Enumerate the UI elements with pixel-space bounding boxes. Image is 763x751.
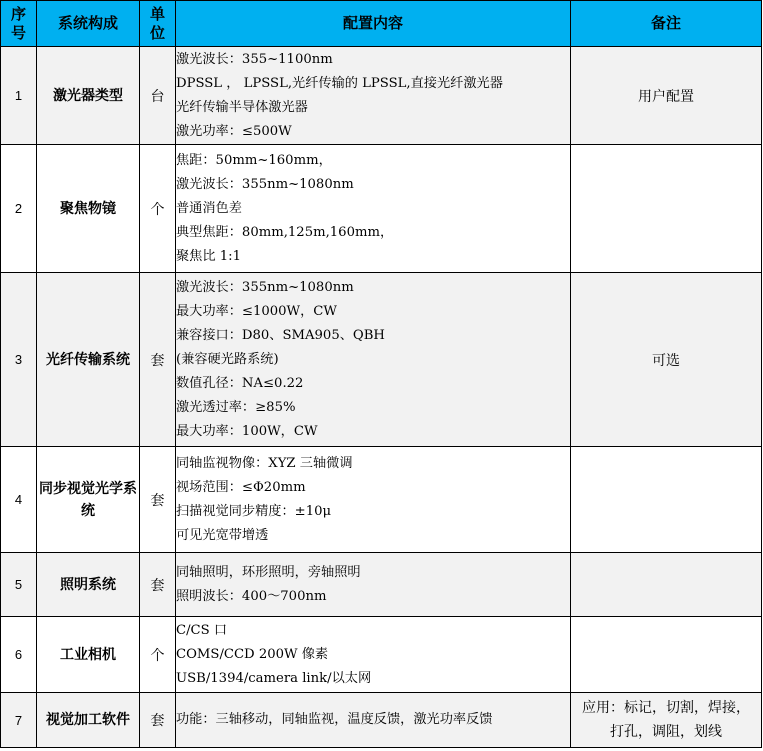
row-system-name: 照明系统 bbox=[37, 553, 140, 617]
header-note: 备注 bbox=[571, 1, 762, 47]
note-line: 用户配置 bbox=[638, 88, 694, 105]
row-note bbox=[571, 273, 762, 447]
row-note bbox=[571, 553, 762, 617]
content-line: 光纤传输半导体激光器 bbox=[176, 99, 308, 115]
row-unit: 个 bbox=[140, 145, 176, 273]
content-line: 同轴监视物像：XYZ 三轴微调 bbox=[176, 455, 353, 471]
row-unit: 个 bbox=[140, 617, 176, 693]
content-line: 焦距：50mm~160mm， bbox=[176, 152, 332, 168]
content-line: 功能：三轴移动，同轴监视，温度反馈，激光功率反馈 bbox=[176, 712, 493, 727]
row-content bbox=[176, 47, 571, 145]
row-system-name: 聚焦物镜 bbox=[37, 145, 140, 273]
content-line: COMS/CCD 200W 像素 bbox=[176, 646, 329, 662]
content-line: 典型焦距：80mm,125m,160mm， bbox=[176, 224, 394, 240]
note-line: 应用：标记，切割，焊接， bbox=[582, 700, 750, 716]
row-system-name: 激光器类型 bbox=[37, 47, 140, 145]
content-line: 普通消色差 bbox=[176, 200, 242, 216]
header-content: 配置内容 bbox=[176, 1, 571, 47]
content-line: 激光波长：355nm~1080nm bbox=[176, 279, 354, 295]
row-index: 6 bbox=[1, 617, 37, 693]
content-line: 最大功率：≤1000W，CW bbox=[176, 303, 337, 319]
row-note bbox=[571, 447, 762, 553]
row-unit: 套 bbox=[140, 553, 176, 617]
content-line: 照明波长：400～700nm bbox=[176, 588, 327, 604]
content-line: 激光波长：355nm~1080nm bbox=[176, 176, 354, 192]
row-index: 1 bbox=[1, 47, 37, 145]
table-row bbox=[1, 617, 762, 693]
row-system-name: 光纤传输系统 bbox=[37, 273, 140, 447]
row-index: 5 bbox=[1, 553, 37, 617]
row-content bbox=[176, 693, 571, 748]
table-row bbox=[1, 145, 762, 273]
row-content bbox=[176, 273, 571, 447]
row-content bbox=[176, 145, 571, 273]
note-line: 打孔，调阻，划线 bbox=[610, 724, 722, 740]
table-row bbox=[1, 47, 762, 145]
content-line: USB/1394/camera link/以太网 bbox=[176, 670, 372, 686]
content-line: 视场范围：≤Φ20mm bbox=[176, 479, 306, 495]
row-unit: 套 bbox=[140, 693, 176, 748]
row-index: 4 bbox=[1, 447, 37, 553]
row-unit: 套 bbox=[140, 273, 176, 447]
table-row bbox=[1, 273, 762, 447]
content-line: C/CS 口 bbox=[176, 622, 228, 638]
content-line: 可见光宽带增透 bbox=[176, 527, 269, 543]
row-note bbox=[571, 47, 762, 145]
row-content bbox=[176, 447, 571, 553]
header-unit: 单位 bbox=[140, 1, 176, 47]
header-row bbox=[1, 1, 762, 47]
row-content bbox=[176, 617, 571, 693]
row-note bbox=[571, 145, 762, 273]
row-system-name: 工业相机 bbox=[37, 617, 140, 693]
row-content bbox=[176, 553, 571, 617]
row-system-name: 同步视觉光学系统 bbox=[37, 447, 140, 553]
row-index: 2 bbox=[1, 145, 37, 273]
row-unit: 套 bbox=[140, 447, 176, 553]
content-line: (兼容硬光路系统) bbox=[176, 351, 279, 367]
row-unit: 台 bbox=[140, 47, 176, 145]
table-row bbox=[1, 447, 762, 553]
header-index: 序号 bbox=[1, 1, 37, 47]
note-line: 可选 bbox=[652, 352, 680, 369]
content-line: 激光波长：355~1100nm bbox=[176, 51, 333, 67]
content-line: 扫描视觉同步精度：±10μ bbox=[176, 503, 332, 519]
row-note bbox=[571, 617, 762, 693]
content-line: 激光功率：≤500W bbox=[176, 123, 292, 139]
table-row bbox=[1, 693, 762, 748]
content-line: 聚焦比 1:1 bbox=[176, 248, 241, 264]
row-note bbox=[571, 693, 762, 748]
header-system: 系统构成 bbox=[37, 1, 140, 47]
content-line: 兼容接口：D80、SMA905、QBH bbox=[176, 327, 385, 343]
row-index: 7 bbox=[1, 693, 37, 748]
content-line: 同轴照明，环形照明，旁轴照明 bbox=[176, 564, 361, 580]
content-line: 激光透过率：≥85% bbox=[176, 399, 296, 415]
content-line: 数值孔径：NA≤0.22 bbox=[176, 375, 304, 391]
row-system-name: 视觉加工软件 bbox=[37, 693, 140, 748]
content-line: DPSSL ， LPSSL,光纤传输的 LPSSL,直接光纤激光器 bbox=[176, 75, 503, 91]
row-index: 3 bbox=[1, 273, 37, 447]
table-row bbox=[1, 553, 762, 617]
content-line: 最大功率：100W，CW bbox=[176, 423, 318, 439]
